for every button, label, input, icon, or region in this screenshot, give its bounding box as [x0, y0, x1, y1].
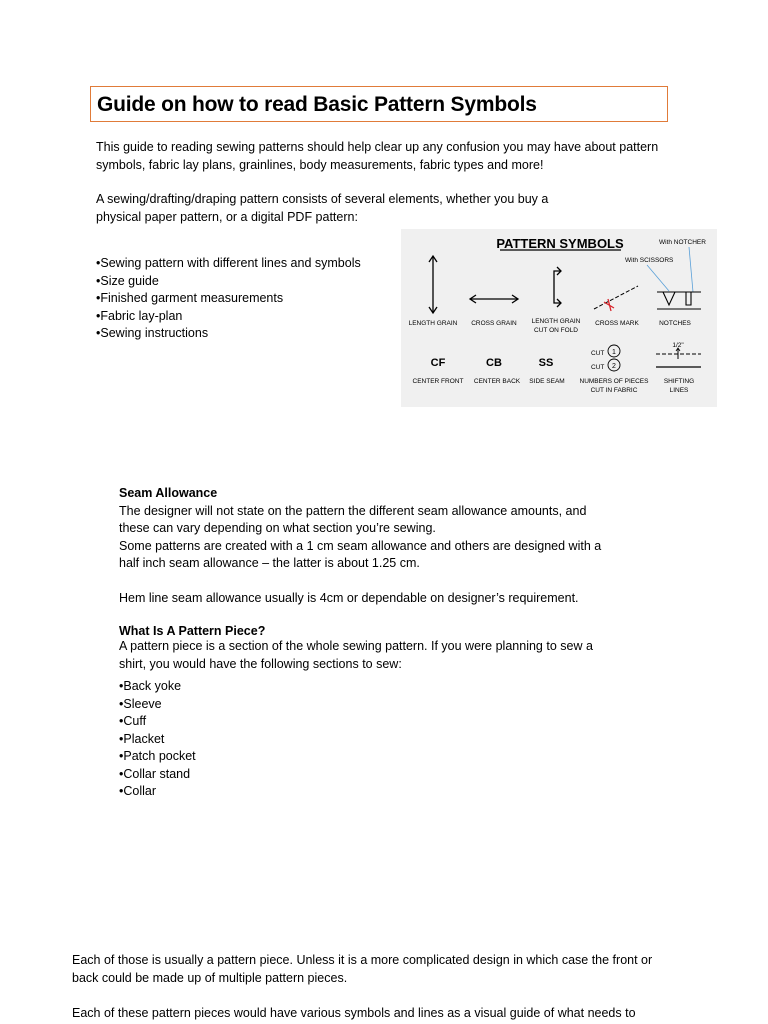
notches-label: NOTCHES [659, 320, 691, 327]
length-grain-label: LENGTH GRAIN [408, 320, 458, 327]
elements-list [96, 255, 396, 343]
intro-line: symbols, fabric lay plans, grainlines, body measurements, fabric types and more! [96, 157, 544, 172]
elements-intro-paragraph [96, 191, 616, 226]
length-grain-icon [429, 256, 437, 313]
notches-icon [657, 292, 701, 309]
cut-number-2: 2 [612, 363, 616, 370]
intro-paragraph [96, 139, 716, 174]
seam-allowance-line: half inch seam allowance – the latter is about 1.25 cm. [119, 556, 420, 570]
cut-on-fold-icon [554, 267, 561, 307]
closing-line: back could be made up of multiple pattern pieces. [72, 970, 348, 985]
cb-symbol: CB [486, 357, 502, 369]
pattern-piece-line: A pattern piece is a section of the whole sewing pattern. If you were planning to sew a [119, 639, 593, 653]
list-item: • Sewing instructions [96, 325, 396, 343]
hem-line-text: Hem line seam allowance usually is 4cm or dependable on designer’s requirement. [119, 591, 579, 605]
closing-section [72, 952, 752, 1022]
notcher-callout-line [689, 247, 693, 292]
cut-label: CUT [591, 350, 605, 357]
pattern-symbols-diagram [401, 229, 717, 407]
center-front-label: CENTER FRONT [412, 378, 464, 385]
seam-allowance-heading: Seam Allowance [119, 486, 218, 500]
with-notcher-label: With NOTCHER [659, 239, 706, 246]
half-inch-label: 1/2" [672, 342, 684, 349]
seam-allowance-line: Some patterns are created with a 1 cm seam allowance and others are designed with a [119, 538, 602, 553]
seam-allowance-section [119, 485, 679, 608]
list-item: • Sewing pattern with different lines and symbols [96, 255, 396, 273]
list-item: • Patch pocket [119, 748, 419, 766]
cut-count-icon [591, 345, 620, 371]
cut-number-1: 1 [612, 349, 616, 356]
num-pieces-label-2: CUT IN FABRIC [590, 387, 638, 394]
page-title: Guide on how to read Basic Pattern Symbols [90, 86, 668, 122]
ss-symbol: SS [538, 357, 554, 369]
closing-line: Each of those is usually a pattern piece. Unless it is a more complicated design in which case the front or [72, 953, 653, 967]
cross-grain-icon [470, 295, 518, 303]
pattern-symbols-figure [401, 229, 717, 407]
cut-label: CUT [591, 364, 605, 371]
figure-heading: PATTERN SYMBOLS [496, 236, 624, 251]
list-item: • Back yoke [119, 678, 419, 696]
num-pieces-label-1: NUMBERS OF PIECES [579, 378, 649, 385]
list-item: • Fabric lay-plan [96, 308, 396, 326]
list-item: • Size guide [96, 273, 396, 291]
elements-intro-line: physical paper pattern, or a digital PDF pattern: [96, 209, 358, 224]
pattern-piece-list [119, 678, 419, 801]
cross-mark-icon [594, 286, 638, 311]
shifting-label-2: LINES [669, 387, 689, 394]
pattern-piece-line: shirt, you would have the following sections to sew: [119, 656, 402, 671]
pattern-piece-heading: What Is A Pattern Piece? [119, 624, 266, 638]
length-grain-fold-label-2: CUT ON FOLD [534, 327, 578, 334]
side-seam-label: SIDE SEAM [529, 378, 565, 385]
cross-grain-label: CROSS GRAIN [471, 320, 517, 327]
list-item: • Sleeve [119, 696, 419, 714]
closing-line: Each of these pattern pieces would have various symbols and lines as a visual guide of what needs to [72, 1005, 636, 1020]
shifting-lines-icon [656, 342, 701, 367]
list-item: • Collar [119, 783, 419, 801]
list-item: • Placket [119, 731, 419, 749]
shifting-label-1: SHIFTING [663, 378, 695, 385]
intro-line: This guide to reading sewing patterns should help clear up any confusion you may have about pattern [96, 140, 659, 154]
pattern-piece-section [119, 624, 679, 673]
elements-intro-line: A sewing/drafting/draping pattern consists of several elements, whether you buy a [96, 192, 549, 206]
seam-allowance-line: The designer will not state on the pattern the different seam allowance amounts, and [119, 503, 587, 518]
scissors-callout-line [647, 265, 669, 291]
list-item: • Cuff [119, 713, 419, 731]
list-item: • Finished garment measurements [96, 290, 396, 308]
center-back-label: CENTER BACK [473, 378, 521, 385]
cf-symbol: CF [430, 357, 446, 369]
cross-mark-label: CROSS MARK [595, 320, 639, 327]
seam-allowance-line: these can vary depending on what section you’re sewing. [119, 521, 436, 535]
with-scissors-label: With SCISSORS [625, 257, 674, 264]
list-item: • Collar stand [119, 766, 419, 784]
length-grain-fold-label-1: LENGTH GRAIN [531, 318, 581, 325]
